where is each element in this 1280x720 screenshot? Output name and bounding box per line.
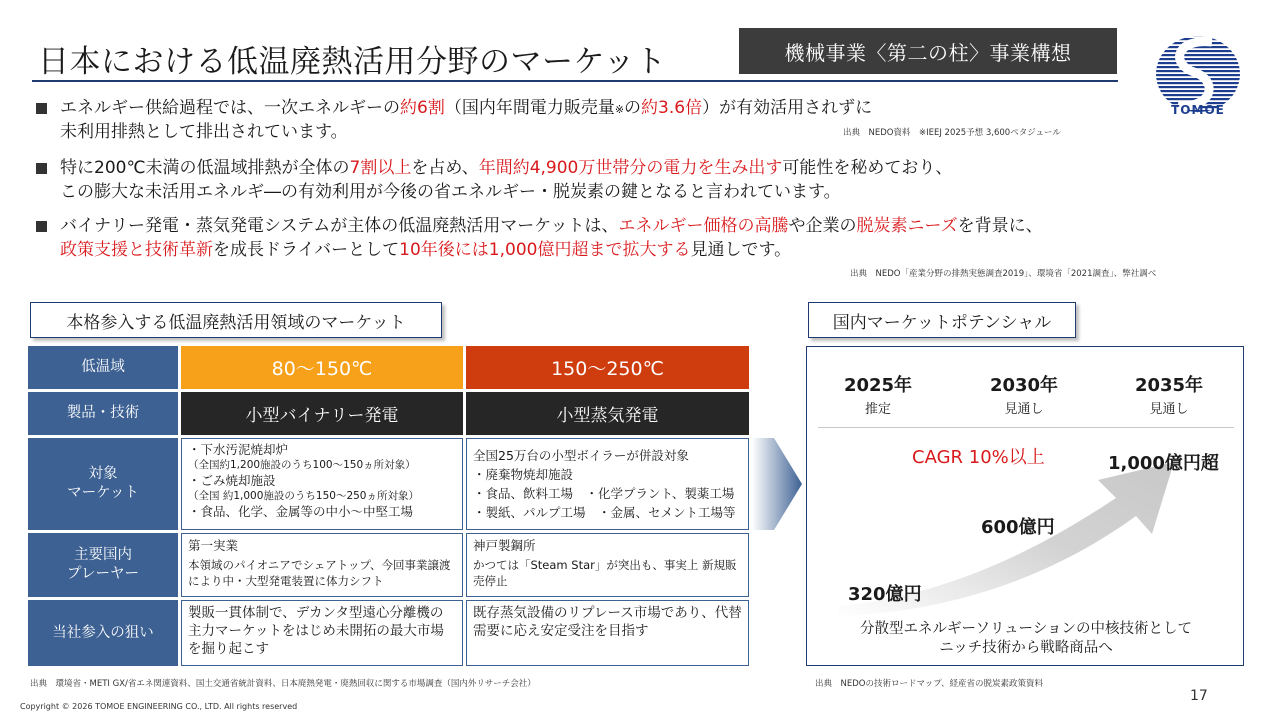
value-2035: 1,000億円超 [1108,453,1219,474]
bullet-square-icon [36,103,47,114]
bullet-1-line-1: エネルギー供給過程では、一次エネルギーの約6割（国内年間電力販売量※の約3.6倍）が有効活用されずに [60,98,873,118]
row-header-target: 対象 マーケット [28,438,178,530]
year-2030: 2030年 [989,375,1059,396]
section-badge: 機械事業〈第二の柱〉事業構想 [739,28,1117,74]
value-2030: 600億円 [981,517,1055,538]
year-2035-sub: 見通し [1149,402,1189,417]
aim-binary: 製販一貫体制で、デカンタ型遠心分離機の主力マーケットをはじめ未開拓の最大市場を掘り起こす [181,600,463,666]
year-2035: 2035年 [1134,375,1204,396]
panel-divider [818,427,1234,428]
temp-band-high: 150～250℃ [466,346,749,389]
bullet-1-line-2: 未利用排熱として排出されています。 [60,122,348,142]
row-header-temp: 低温域 [28,346,178,389]
potential-label: 国内マーケットポテンシャル [808,302,1076,338]
cagr-label: CAGR 10%以上 [912,447,1045,468]
aim-steam: 既存蒸気設備のリプレース市場であり、代替需要に応え安定受注を目指す [466,600,749,666]
target-item: ・食品、化学、金属等の中小～中堅工場 [188,504,414,519]
logo-text: TOMOE [1171,103,1225,117]
target-market-steam [466,438,749,530]
source-note-panel: 出典 NEDOの技術ロードマップ、経産省の脱炭素政策資料 [815,679,1043,689]
target-item: ・ごみ焼却施設 [188,473,276,488]
bullet-square-icon [36,221,47,232]
source-note-1: 出典 NEDO資料 ※IEEJ 2025予想 3,600ペタジュール [843,128,1061,138]
bullet-3-line-2: 政策支援と技術革新を成長ドライバーとして10年後には1,000億円超まで拡大する見通しです。 [60,240,792,260]
row-header-players: 主要国内 プレーヤー [28,533,178,597]
row-header-aim: 当社参入の狙い [28,600,178,666]
bullet-3-line-1: バイナリー発電・蒸気発電システムが主体の低温廃熱活用マーケットは、エネルギー価格の高騰や企業の脱炭素ニーズを背景に、 [60,216,1043,236]
value-2025: 320億円 [848,584,922,605]
row-header-product: 製品・技術 [28,392,178,435]
potential-footer-line-1: 分散型エネルギーソリューションの中核技術として [860,621,1192,637]
player-steam [466,533,749,597]
page-number: 17 [1190,688,1208,704]
title-underline [32,80,1118,82]
player-name: 神戸製鋼所 [473,538,536,553]
year-2030-sub: 見通し [1004,402,1044,417]
source-note-2: 出典 NEDO「産業分野の排熱実態調査2019」、環境省「2021調査」、弊社調べ [850,269,1157,279]
bullet-2-line-2: この膨大な未活用エネルギ―の有効利用が今後の省エネルギー・脱炭素の鍵となると言われています。 [60,182,841,202]
potential-footer-line-2: ニッチ技術から戦略商品へ [939,640,1113,656]
player-binary [181,533,463,597]
target-note: （全国 約1,000施設のうち150～250ヵ所対象） [188,489,419,502]
bullet-square-icon [36,163,47,174]
year-2025-sub: 推定 [864,402,891,417]
temp-band-low: 80～150℃ [181,346,463,389]
copyright: Copyright © 2026 TOMOE ENGINEERING CO., LTD. All rights reserved [20,702,298,711]
page-title: 日本における低温廃熱活用分野のマーケット [38,44,667,80]
year-2025: 2025年 [843,375,913,396]
target-item: ・廃棄物焼却施設 [473,467,574,482]
source-note-table: 出典 環境省・METI GX/省エネ関連資料、国土交通省統計資料、日本廃熱発電・廃熱回収に関する市場調査（国内外リサーチ会社） [30,679,536,689]
product-steam: 小型蒸気発電 [466,392,749,435]
bullet-2-line-1: 特に200℃未満の低温域排熱が全体の7割以上を占め、年間約4,900万世帯分の電力を生み出す可能性を秘めており、 [60,158,953,178]
player-desc: 本領域のパイオニアでシェアトップ、今回事業譲渡により中・大型発電装置に体力シフト [188,558,451,588]
target-note: （全国約1,200施設のうち100～150ヵ所対象） [188,458,416,471]
target-item: ・食品、飲料工場 ・化学プラント、製薬工場 [473,486,735,501]
target-market-binary [181,438,463,530]
player-desc: かつては「Steam Star」が突出も、事実上 新規販売停止 [473,558,737,588]
target-item: ・製紙、パルプ工場 ・金属、セメント工場等 [473,505,736,520]
product-binary: 小型バイナリー発電 [181,392,463,435]
target-item: ・下水汚泥焼却炉 [188,442,289,457]
potential-footer [808,620,1244,658]
target-item: 全国25万台の小型ボイラーが併設対象 [473,448,689,463]
arrow-right-icon [752,438,804,530]
market-table-label: 本格参入する低温廃熱活用領域のマーケット [30,302,442,338]
player-name: 第一実業 [188,538,239,553]
